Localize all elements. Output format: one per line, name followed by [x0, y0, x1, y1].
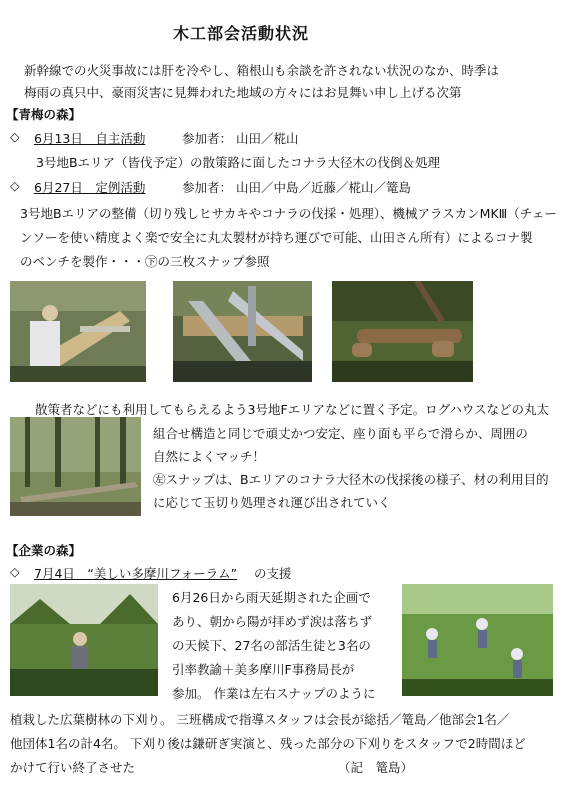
activity-date: 6月27日 定例活動: [34, 180, 146, 195]
photo-felled-trees: [10, 417, 141, 516]
after-photos-text: 散策者などにも利用してもらえるよう3号地Fエリアなどに置く予定。ログハウスなどの丸太: [35, 402, 550, 417]
participants: 山田／椛山: [236, 131, 299, 146]
participants: 山田／中島／近藤／椛山／篭島: [236, 180, 412, 195]
activity-bullet: ◇: [10, 564, 20, 579]
photo-mowing-right: [402, 584, 553, 696]
intro-line-1: 新幹線での火災事故には肝を冷やし、箱根山も余談を許されない状況のなか、時季は: [24, 63, 500, 78]
activity-description-line-1: 3号地Bエリアの整備（切り残しヒサカキやコナラの伐採・処理）、機械アラスカンMKⅢ（チェー: [20, 206, 557, 221]
photo-alaskan-mill: [173, 281, 312, 382]
signature: （記 篭島）: [338, 760, 414, 775]
intro-line-2: 梅雨の真只中、豪雨災害に見舞われた地域の方々にはお見舞い申し上げる次第: [24, 85, 462, 100]
activity-suffix: の支援: [254, 566, 292, 581]
side-text-line-2: 自然によくマッチ！: [153, 449, 266, 464]
section-heading-kigyo: 【企業の森】: [6, 543, 82, 558]
bottom-text-line-1: 植栽した広葉樹林の下刈り。 三班構成で指導スタッフは会長が総括／篭島／他部会1名／: [10, 712, 510, 727]
middle-text-line-1: 6月26日から雨天延期された企画で: [172, 590, 371, 605]
activity-description-line-2: ンソーを使い精度よく楽で安全に丸太製材が持ち運びで可能、山田さん所有）によるコナ製: [20, 230, 533, 245]
middle-text-line-5: 参加。 作業は左右スナップのように: [172, 686, 376, 701]
middle-text-line-2: あり、朝から陽が拝めず涙は落ちず: [172, 614, 373, 629]
photo-sawmill-worker: [10, 281, 146, 382]
activity-description: 3号地Bエリア（皆伐予定）の散策路に面したコナラ大径木の伐倒＆処理: [36, 155, 441, 170]
bottom-text-line-2: 他団体1名の計4名。 下刈り後は鎌研ぎ実演と、残った部分の下刈りをスタッフで2時間ほど: [10, 736, 526, 751]
photo-log-bench: [332, 281, 473, 382]
activity-bullet: ◇: [10, 129, 20, 144]
side-text-line-4: に応じて玉切り処理され運び出されていく: [153, 495, 391, 510]
photo-mowing-left: [10, 584, 158, 696]
page-title: 木工部会活動状況: [173, 24, 310, 43]
bottom-text-line-3: かけて行い終了させた: [10, 760, 136, 775]
participants-label: 参加者：: [182, 131, 233, 146]
activity-date: 6月13日 自主活動: [34, 131, 146, 146]
activity-bullet: ◇: [10, 178, 20, 193]
middle-text-line-4: 引率教諭＋美多摩川F事務局長が: [172, 662, 355, 677]
activity-description-line-3: のベンチを製作・・・㊦の三枚スナップ参照: [20, 254, 270, 269]
side-text-line-3: ㊧スナップは、Bエリアのコナラ大径木の伐採後の様子、材の利用目的: [153, 472, 549, 487]
section-heading-ome: 【青梅の森】: [6, 107, 82, 122]
side-text-line-1: 組合せ構造と同じで頑丈かつ安定、座り面も平らで滑らか、周囲の: [153, 426, 528, 441]
activity-date: 7月4日 “美しい多摩川フォーラム”: [34, 566, 238, 581]
participants-label: 参加者：: [182, 180, 233, 195]
middle-text-line-3: の天候下、27名の部活生徒と3名の: [172, 638, 371, 653]
